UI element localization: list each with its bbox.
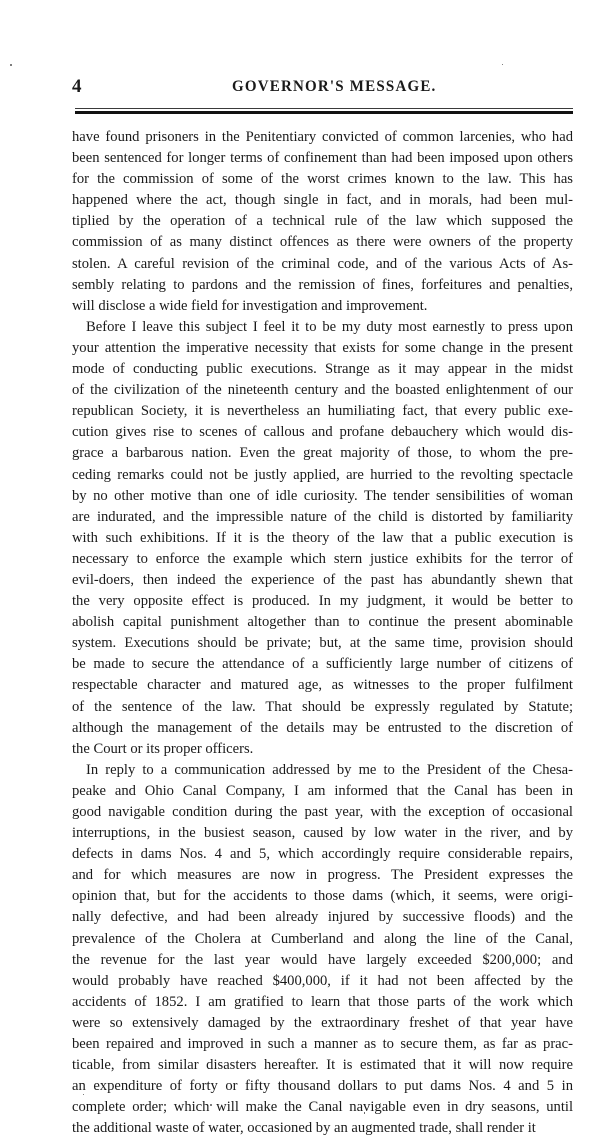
text-line: of the civilization of the nineteenth century and the boasted enlightenment of our: [72, 382, 573, 399]
running-title: GOVERNOR'S MESSAGE.: [232, 78, 437, 96]
text-line: Before I leave this subject I feel it to be my duty most earnestly to press upon: [86, 318, 573, 335]
text-line: been sentenced for longer terms of confinement than had been imposed upon others: [72, 150, 573, 167]
text-line: mode of conducting public executions. Strange as it may appear in the midst: [72, 361, 573, 378]
text-line: been repaired and improved in such a manner as to secure them, as far as prac-: [72, 1036, 573, 1053]
text-line: grace a barbarous nation. Even the great majority of those, to whom the pre-: [72, 445, 573, 462]
text-line: ticable, from similar disasters hereafter. It is estimated that it will now require: [72, 1057, 573, 1074]
paragraph: [72, 127, 573, 317]
text-line: interruptions, in the busiest season, caused by low water in the river, and by: [72, 825, 573, 842]
text-line: are indurated, and the impressible nature of the child is distorted by familiarity: [72, 508, 573, 525]
text-line: for the commission of some of the worst crimes known to the law. This has: [72, 171, 573, 188]
text-line: stolen. A careful revision of the criminal code, and of the various Acts of As-: [72, 255, 573, 272]
text-line: cution gives rise to scenes of callous and profane debauchery which would dis-: [72, 424, 573, 441]
text-line: defects in dams Nos. 4 and 5, which accordingly require considerable repairs,: [72, 846, 573, 863]
text-line: accidents of 1852. I am gratified to learn that those parts of the work which: [72, 993, 573, 1010]
paragraph: [72, 317, 573, 760]
text-line: be made to secure the attendance of a sufficiently large number of citizens of: [72, 656, 573, 673]
header-rule-thin: [75, 108, 573, 109]
page-number: 4: [72, 76, 82, 97]
text-line: the very opposite effect is produced. In my judgment, it would be better to: [72, 593, 573, 610]
page-header: [72, 76, 573, 100]
text-line: prevalence of the Cholera at Cumberland and along the line of the Canal,: [72, 930, 573, 947]
paragraph: [72, 760, 573, 1140]
text-line: were so extensively damaged by the extraordinary freshet of that year have: [72, 1014, 573, 1031]
text-line: your attention the imperative necessity that exists for some change in the present: [72, 339, 573, 356]
text-line: tiplied by the operation of a technical rule of the law which supposed the: [72, 213, 573, 230]
text-line: an expenditure of forty or fifty thousand dollars to put dams Nos. 4 and 5 in: [72, 1078, 573, 1095]
text-line: would probably have reached $400,000, if it had not been affected by the: [72, 972, 573, 989]
text-line: commission of as many distinct offences as there were owners of the property: [72, 234, 573, 251]
scan-speck: [502, 64, 503, 65]
text-line: by no other motive than one of idle curiosity. The tender sensibilities of woman: [72, 487, 573, 504]
text-line: although the management of the details may be entrusted to the discretion of: [72, 719, 573, 736]
header-rule-thick: [75, 111, 573, 114]
text-line: nally defective, and had been already injured by successive floods) and the: [72, 909, 573, 926]
text-line: with such exhibitions. If it is the theory of the law that a public execution is: [72, 529, 573, 546]
text-line: good navigable condition during the past year, with the exception of occasional: [72, 804, 573, 820]
text-line: In reply to a communication addressed by me to the President of the Chesa-: [86, 761, 573, 778]
text-line: evil-doers, then indeed the experience of the past has abundantly shewn that: [72, 571, 573, 588]
text-line: ceding remarks could not be justly applied, are hurried to the revolting spectacle: [72, 466, 573, 483]
text-line: have found prisoners in the Penitentiary convicted of common larcenies, who had: [72, 129, 573, 145]
scan-speck: [10, 64, 12, 66]
text-line: necessary to enforce the example which stern justice exhibits for the terror of: [72, 550, 573, 567]
text-line: complete order; which will make the Canal navigable even in dry seasons, until: [72, 1099, 573, 1116]
text-line: respectable character and matured age, as witnesses to the proper fulfilment: [72, 677, 573, 694]
text-line: will disclose a wide field for investigation and improvement.: [72, 297, 428, 314]
body-text: [72, 127, 573, 1140]
text-line: sembly relating to pardons and the remission of fines, forfeitures and penalties,: [72, 276, 573, 293]
text-line: opinion that, but for the accidents to those dams (which, it seems, were origi-: [72, 888, 573, 905]
text-line: the Court or its proper officers.: [72, 740, 254, 757]
text-line: the additional waste of water, occasioned by an augmented trade, shall render it: [72, 1120, 536, 1137]
text-line: of the sentence of the law. That should be expressly regulated by Statute;: [72, 698, 573, 715]
text-line: the revenue for the last year would have largely exceeded $200,000; and: [72, 951, 573, 968]
header-double-rule: [75, 108, 573, 116]
text-line: happened where the act, though single in fact, and in morals, had been mul-: [72, 192, 573, 209]
text-line: republican Society, it is nevertheless an humiliating fact, that every public exe-: [72, 403, 573, 420]
text-line: and for which measures are now in progress. The President expresses the: [72, 867, 573, 884]
text-line: system. Executions should be private; but, at the same time, provision should: [72, 635, 573, 652]
text-line: abolish capital punishment altogether than to continue the present abominable: [72, 614, 573, 631]
text-line: peake and Ohio Canal Company, I am informed that the Canal has been in: [72, 782, 573, 799]
